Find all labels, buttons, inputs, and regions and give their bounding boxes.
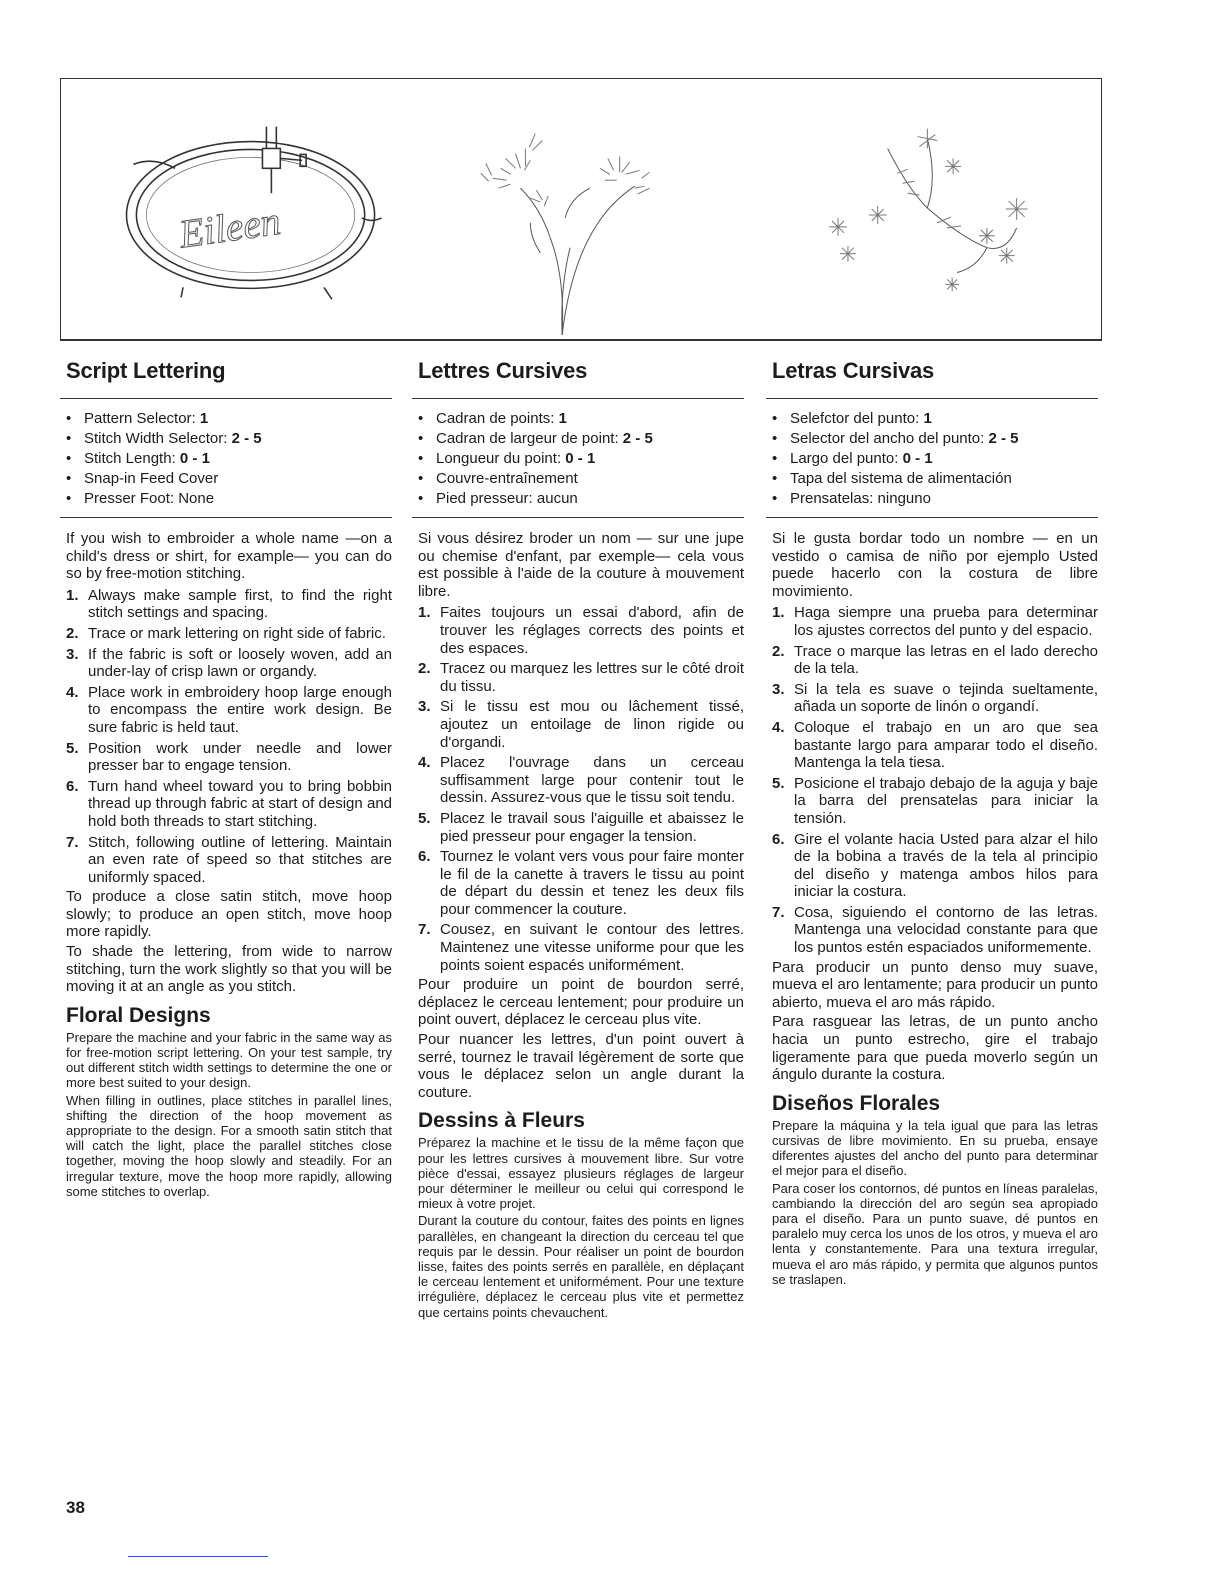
body-paragraph: To produce a close satin stitch, move hoop slowly; to produce an open stitch, move hoop more rapidly.: [66, 888, 392, 941]
step-item: 1. Faites toujours un essai d'abord, afin de trouver les réglages corrects des points et des espaces.: [418, 604, 744, 657]
column-french: [412, 358, 744, 1320]
setting-item: • Tapa del sistema de alimentación: [772, 469, 1098, 489]
step-item: 7. Stitch, following outline of lettering. Maintain an even rate of speed so that stitches are uniformly spaced.: [66, 833, 392, 886]
settings-list: [418, 409, 744, 509]
floral-spray-illustration: [481, 134, 650, 335]
steps-list: [66, 587, 392, 887]
divider: [412, 398, 744, 399]
small-paragraph: Para coser los contornos, dé puntos en líneas paralelas, cambiando la dirección del aro según sea apropiado para el diseño. Para un punto suave, dé puntos en paralelo muy cerca los unos de los otros, y mueva el aro lenta y constantemente. Para una textura irregular, mueva el aro más rápido, y permita que algunos puntos se traslapen.: [772, 1180, 1098, 1287]
step-item: 4. Coloque el trabajo en un aro que sea bastante largo para amparar todo el diseño. Mantenga la tela tiesa.: [772, 718, 1098, 772]
body-paragraph: Para producir un punto denso muy suave, mueva el aro lentamente; para producir un punto abierto, mueva el aro más rápido.: [772, 958, 1098, 1011]
step-item: 3. Si la tela es suave o tejinda sueltamente, añada un soporte de linón o organdí.: [772, 680, 1098, 716]
setting-item: • Cadran de largeur de point: 2 - 5: [418, 429, 744, 449]
illustration-panel: [60, 78, 1102, 340]
step-item: 7. Cousez, en suivant le contour des lettres. Maintenez une vitesse uniforme pour que les points soient espacés uniformément.: [418, 921, 744, 974]
step-item: 2. Tracez ou marquez les lettres sur le côté droit du tissu.: [418, 660, 744, 695]
setting-item: • Cadran de points: 1: [418, 409, 744, 429]
settings-list: [66, 409, 392, 509]
small-paragraph: When filling in outlines, place stitches in parallel lines, shifting the direction of the hoop movement as appropriate to the design. For a smooth satin stitch that will catch the light, place the parallel stitches close together, moving the hoop slowly and steadily. For an irregular texture, move the hoop more rapidly, allowing some stitches to overlap.: [66, 1092, 392, 1199]
small-paragraph: Prepare la máquina y la tela igual que para las letras cursivas de libre movimiento. En su prueba, ensaye diferentes ajustes del ancho del punto para determinar el mejor para el diseño.: [772, 1117, 1098, 1179]
step-item: 2. Trace o marque las letras en el lado derecho de la tela.: [772, 642, 1098, 678]
step-item: 4. Place work in embroidery hoop large enough to encompass the entire work design. Be sure fabric is held taut.: [66, 683, 392, 736]
step-item: 1. Haga siempre una prueba para determinar los ajustes correctos del punto y del espacio.: [772, 604, 1098, 639]
settings-list: [772, 409, 1098, 509]
step-item: 4. Placez l'ouvrage dans un cerceau suffisamment large pour contenir tout le dessin. Assurez-vous que le tissu soit tendu.: [418, 754, 744, 807]
step-item: 5. Posicione el trabajo debajo de la aguja y baje la barra del prensatelas para iniciar la tensión.: [772, 774, 1098, 827]
divider: [60, 517, 392, 518]
figure-bottom-rule: [60, 340, 1102, 341]
step-item: 5. Position work under needle and lower presser bar to engage tension.: [66, 739, 392, 775]
divider: [412, 517, 744, 518]
floral-branch-illustration: [829, 129, 1027, 292]
intro-paragraph: Si le gusta bordar todo un nombre — en un vestido o camisa de niño por ejemplo Usted puede hacerlo con la costura de libre movimiento.: [772, 530, 1098, 600]
body-paragraph: To shade the lettering, from wide to narrow stitching, turn the work slightly so that you will be moving it at an angle as you stitch.: [66, 943, 392, 996]
step-item: 5. Placez le travail sous l'aiguille et abaissez le pied presseur pour engager la tension.: [418, 809, 744, 845]
divider: [60, 398, 392, 399]
step-item: 6. Gire el volante hacia Usted para alzar el hilo de la bobina a través de la tela al principio del diseño y matenga ambos hilos para iniciar la costura.: [772, 830, 1098, 901]
intro-paragraph: Si vous désirez broder un nom — sur une jupe ou chemise d'enfant, par exemple— cela vous est possible à l'aide de la couture à mouvement libre.: [418, 530, 744, 600]
steps-list: [418, 604, 744, 974]
body-paragraph: Pour produire un point de bourdon serré, déplacez le cerceau lentement; pour produire un point ouvert, déplacez le cerceau plus vite.: [418, 976, 744, 1029]
page-number: 38: [66, 1498, 85, 1517]
subsection-title: Floral Designs: [66, 1003, 211, 1027]
subsection-title: Diseños Florales: [772, 1091, 941, 1115]
body-paragraph: Pour nuancer les lettres, d'un point ouvert à serré, tournez le travail légèrement de sorte que vous le déplacez selon un angle durant la couture.: [418, 1031, 744, 1101]
subsection-title: Dessins à Fleurs: [418, 1109, 585, 1133]
step-item: 1. Always make sample first, to find the right stitch settings and spacing.: [66, 586, 392, 622]
step-item: 3. If the fabric is soft or loosely woven, add an under-lay of crisp lawn or organdy.: [66, 645, 392, 681]
column-spanish: [766, 358, 1098, 1287]
step-item: 3. Si le tissu est mou ou lâchement tissé, ajoutez un entoilage de linon rigide ou d'organdi.: [418, 698, 744, 751]
setting-item: • Selector del ancho del punto: 2 - 5: [772, 429, 1098, 449]
divider: [766, 517, 1098, 518]
setting-item: • Couvre-entraînement: [418, 469, 744, 489]
setting-item: • Prensatelas: ninguno: [772, 489, 1098, 509]
step-item: 6. Turn hand wheel toward you to bring bobbin thread up through fabric at start of design and hold both threads to start stitching.: [66, 777, 392, 830]
setting-item: • Presser Foot: None: [66, 489, 392, 509]
step-item: 2. Trace or mark lettering on right side of fabric.: [66, 624, 386, 642]
section-title: Lettres Cursives: [418, 358, 588, 383]
setting-item: • Snap-in Feed Cover: [66, 469, 392, 489]
small-paragraph: Préparez la machine et le tissu de la même façon que pour les lettres cursives à mouvement libre. Sur votre pièce d'essai, essayez plusieurs réglages de largeur pour déterminer le meilleur ou celui qui correspond le mieux à votre projet.: [418, 1135, 744, 1212]
intro-paragraph: If you wish to embroider a whole name —on a child's dress or shirt, for example— you can do so by free-motion stitching.: [66, 530, 392, 583]
setting-item: • Largo del punto: 0 - 1: [772, 449, 1098, 469]
step-item: 7. Cosa, siguiendo el contorno de las letras. Mantenga una velocidad constante para que los puntos estén espaciados uniformemente.: [772, 903, 1098, 957]
section-title: Letras Cursivas: [772, 358, 935, 383]
setting-item: • Pied presseur: aucun: [418, 489, 744, 509]
footer-rule: [128, 1556, 268, 1557]
body-paragraph: Para rasguear las letras, de un punto ancho hacia un punto estrecho, gire el trabajo ligeramente para que pueda moverlo según un ángulo durante la costura.: [772, 1013, 1098, 1084]
column-english: [60, 358, 392, 1199]
hoop-lettering: Eileen: [176, 198, 284, 257]
divider: [766, 398, 1098, 399]
setting-item: • Stitch Length: 0 - 1: [66, 449, 392, 469]
section-title: Script Lettering: [66, 358, 226, 383]
setting-item: • Pattern Selector: 1: [66, 409, 392, 429]
setting-item: • Longueur du point: 0 - 1: [418, 449, 744, 469]
setting-item: • Stitch Width Selector: 2 - 5: [66, 429, 392, 449]
step-item: 6. Tournez le volant vers vous pour faire monter le fil de la canette à travers le tissu au point de départ du dessin et tenez les deux fils pour commencer la couture.: [418, 848, 744, 918]
small-paragraph: Durant la couture du contour, faites des points en lignes parallèles, en changeant la direction du cerceau tel que requis par le dessin. Pour réaliser un point de bourdon lisse, faites des points serrés en parallèle, en déplaçant le cerceau lentement et uniformément. Pour une texture irrégulière, déplacez le cerceau plus vite et permettez que certains points chevauchent.: [418, 1213, 744, 1320]
steps-list: [772, 604, 1098, 956]
small-paragraph: Prepare the machine and your fabric in the same way as for free-motion script lettering. On your test sample, try out different stitch width settings to determine the one or more best suited to your design.: [66, 1029, 392, 1091]
setting-item: • Selefctor del punto: 1: [772, 409, 1098, 429]
